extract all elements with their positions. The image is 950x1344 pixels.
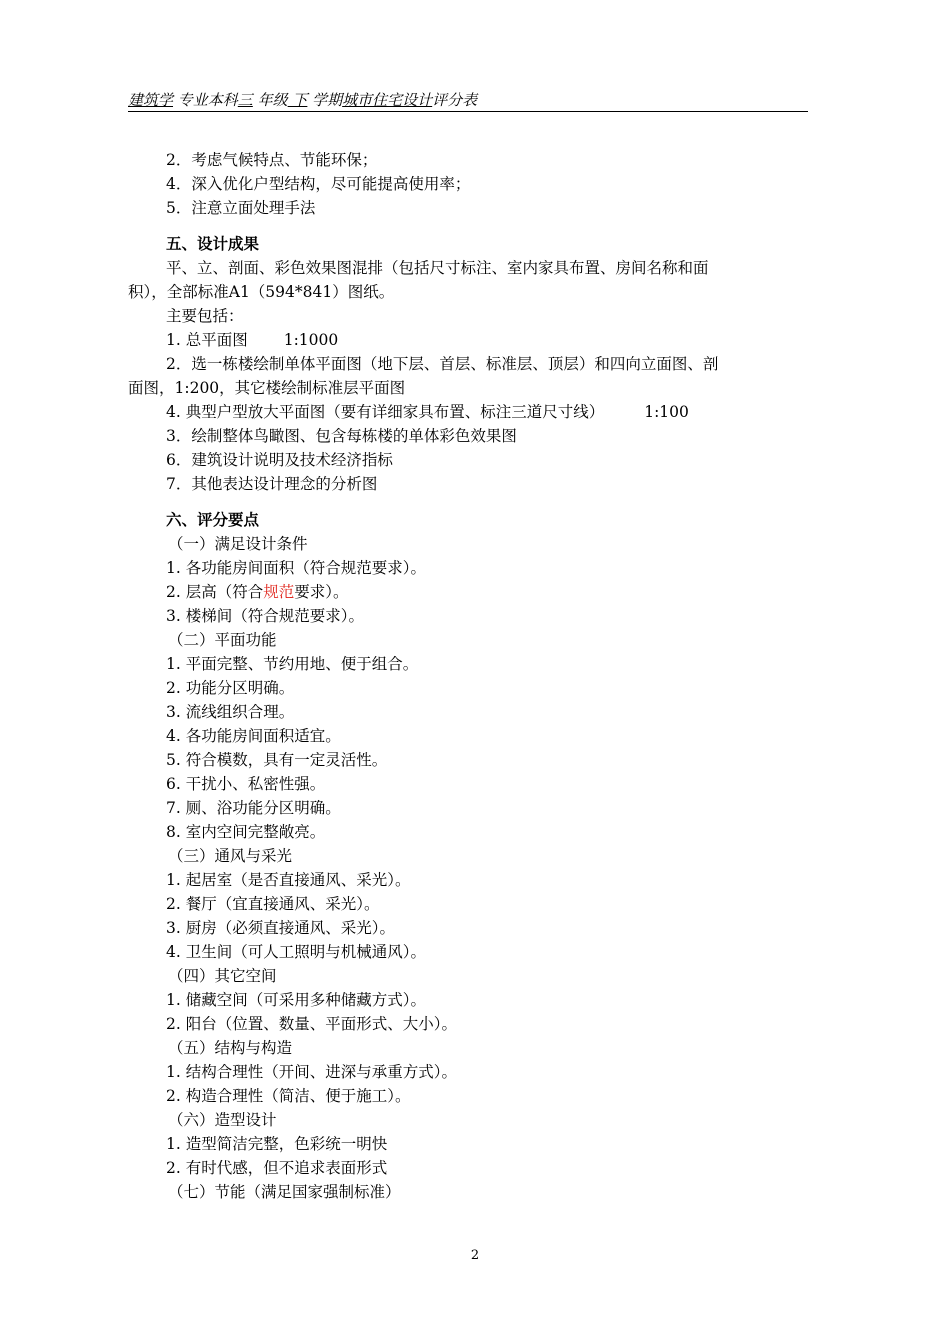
header-form-type: 评分表 [432, 91, 478, 109]
list-item: 3．绘制整体鸟瞰图、包含每栋楼的单体彩色效果图 [166, 427, 517, 445]
list-item: 2．考虑气候特点、节能环保； [166, 151, 378, 169]
list-item: 4. 各功能房间面积适宜。 [166, 727, 341, 745]
header-year: 三 [237, 91, 253, 109]
subsection-title: （四）其它空间 [168, 967, 277, 985]
list-item: 1. 储藏空间（可采用多种储藏方式）。 [166, 991, 426, 1009]
list-item: 2. 构造合理性（简洁、便于施工）。 [166, 1087, 411, 1105]
header-level: 专业本科 [173, 91, 238, 109]
list-item: 2. 餐厅（宜直接通风、采光）。 [166, 895, 380, 913]
list-item: 3. 厨房（必须直接通风、采光）。 [166, 919, 395, 937]
section-heading-scoring: 六、评分要点 [166, 511, 260, 529]
list-item: 5. 符合模数，具有一定灵活性。 [166, 751, 388, 769]
list-item: 1. 造型简洁完整，色彩统一明快 [166, 1135, 388, 1153]
list-item: 6．建筑设计说明及技术经济指标 [166, 451, 393, 469]
list-item: 2．选一栋楼绘制单体平面图（地下层、首层、标准层、顶层）和四向立面图、剖 [166, 355, 719, 373]
list-item: 3. 流线组织合理。 [166, 703, 295, 721]
list-item: 1. 起居室（是否直接通风、采光）。 [166, 871, 411, 889]
subsection-title: （二）平面功能 [168, 631, 277, 649]
list-item: 3. 楼梯间（符合规范要求）。 [166, 607, 364, 625]
list-item: 6. 干扰小、私密性强。 [166, 775, 326, 793]
header-semester: 学期 [307, 91, 343, 109]
item-text: 4. 典型户型放大平面图（要有详细家具布置、标注三道尺寸线） [166, 403, 605, 421]
list-item: 4．深入优化户型结构，尽可能提高使用率； [166, 175, 471, 193]
header-course: 城市住宅设计 [342, 91, 433, 109]
subsection-title: （七）节能（满足国家强制标准） [168, 1183, 401, 1201]
header-term: 下 [287, 91, 308, 109]
paragraph-line: 积），全部标准A1（594*841）图纸。 [128, 283, 395, 301]
subsection-title: （三）通风与采光 [168, 847, 293, 865]
list-item: 7．其他表达设计理念的分析图 [166, 475, 378, 493]
list-item [128, 400, 818, 424]
list-item: 2. 阳台（位置、数量、平面形式、大小）。 [166, 1015, 457, 1033]
list-item: 7. 厕、浴功能分区明确。 [166, 799, 341, 817]
list-item [128, 580, 818, 604]
list-item: 5．注意立面处理手法 [166, 199, 316, 217]
paragraph-line: 平、立、剖面、彩色效果图混排（包括尺寸标注、室内家具布置、房间名称和面 [166, 259, 709, 277]
header-major: 建筑学 [128, 91, 174, 109]
item-text: 2. 层高（符合 [166, 583, 264, 601]
label-main-includes: 主要包括： [166, 307, 244, 325]
item-scale: 1:1000 [283, 331, 339, 349]
item-scale: 1:100 [644, 403, 689, 421]
list-item: 8. 室内空间完整敞亮。 [166, 823, 326, 841]
list-item: 1. 各功能房间面积（符合规范要求）。 [166, 559, 426, 577]
subsection-title: （六）造型设计 [168, 1111, 277, 1129]
list-item [128, 328, 818, 352]
document-body [128, 148, 818, 1204]
section-heading-results: 五、设计成果 [166, 235, 260, 253]
list-item: 1. 平面完整、节约用地、便于组合。 [166, 655, 419, 673]
page-number: 2 [470, 1248, 480, 1263]
list-item: 1. 结构合理性（开间、进深与承重方式）。 [166, 1063, 457, 1081]
highlighted-text: 规范 [263, 583, 295, 601]
item-text: 要求）。 [294, 583, 349, 601]
list-item-continuation: 面图，1:200，其它楼绘制标准层平面图 [128, 379, 406, 397]
subsection-title: （一）满足设计条件 [168, 535, 308, 553]
page-header [128, 90, 808, 112]
subsection-title: （五）结构与构造 [168, 1039, 293, 1057]
list-item: 2. 有时代感，但不追求表面形式 [166, 1159, 388, 1177]
list-item: 2. 功能分区明确。 [166, 679, 295, 697]
list-item: 4. 卫生间（可人工照明与机械通风）。 [166, 943, 426, 961]
header-grade: 年级 [252, 91, 288, 109]
item-text: 1. 总平面图 [166, 331, 248, 349]
